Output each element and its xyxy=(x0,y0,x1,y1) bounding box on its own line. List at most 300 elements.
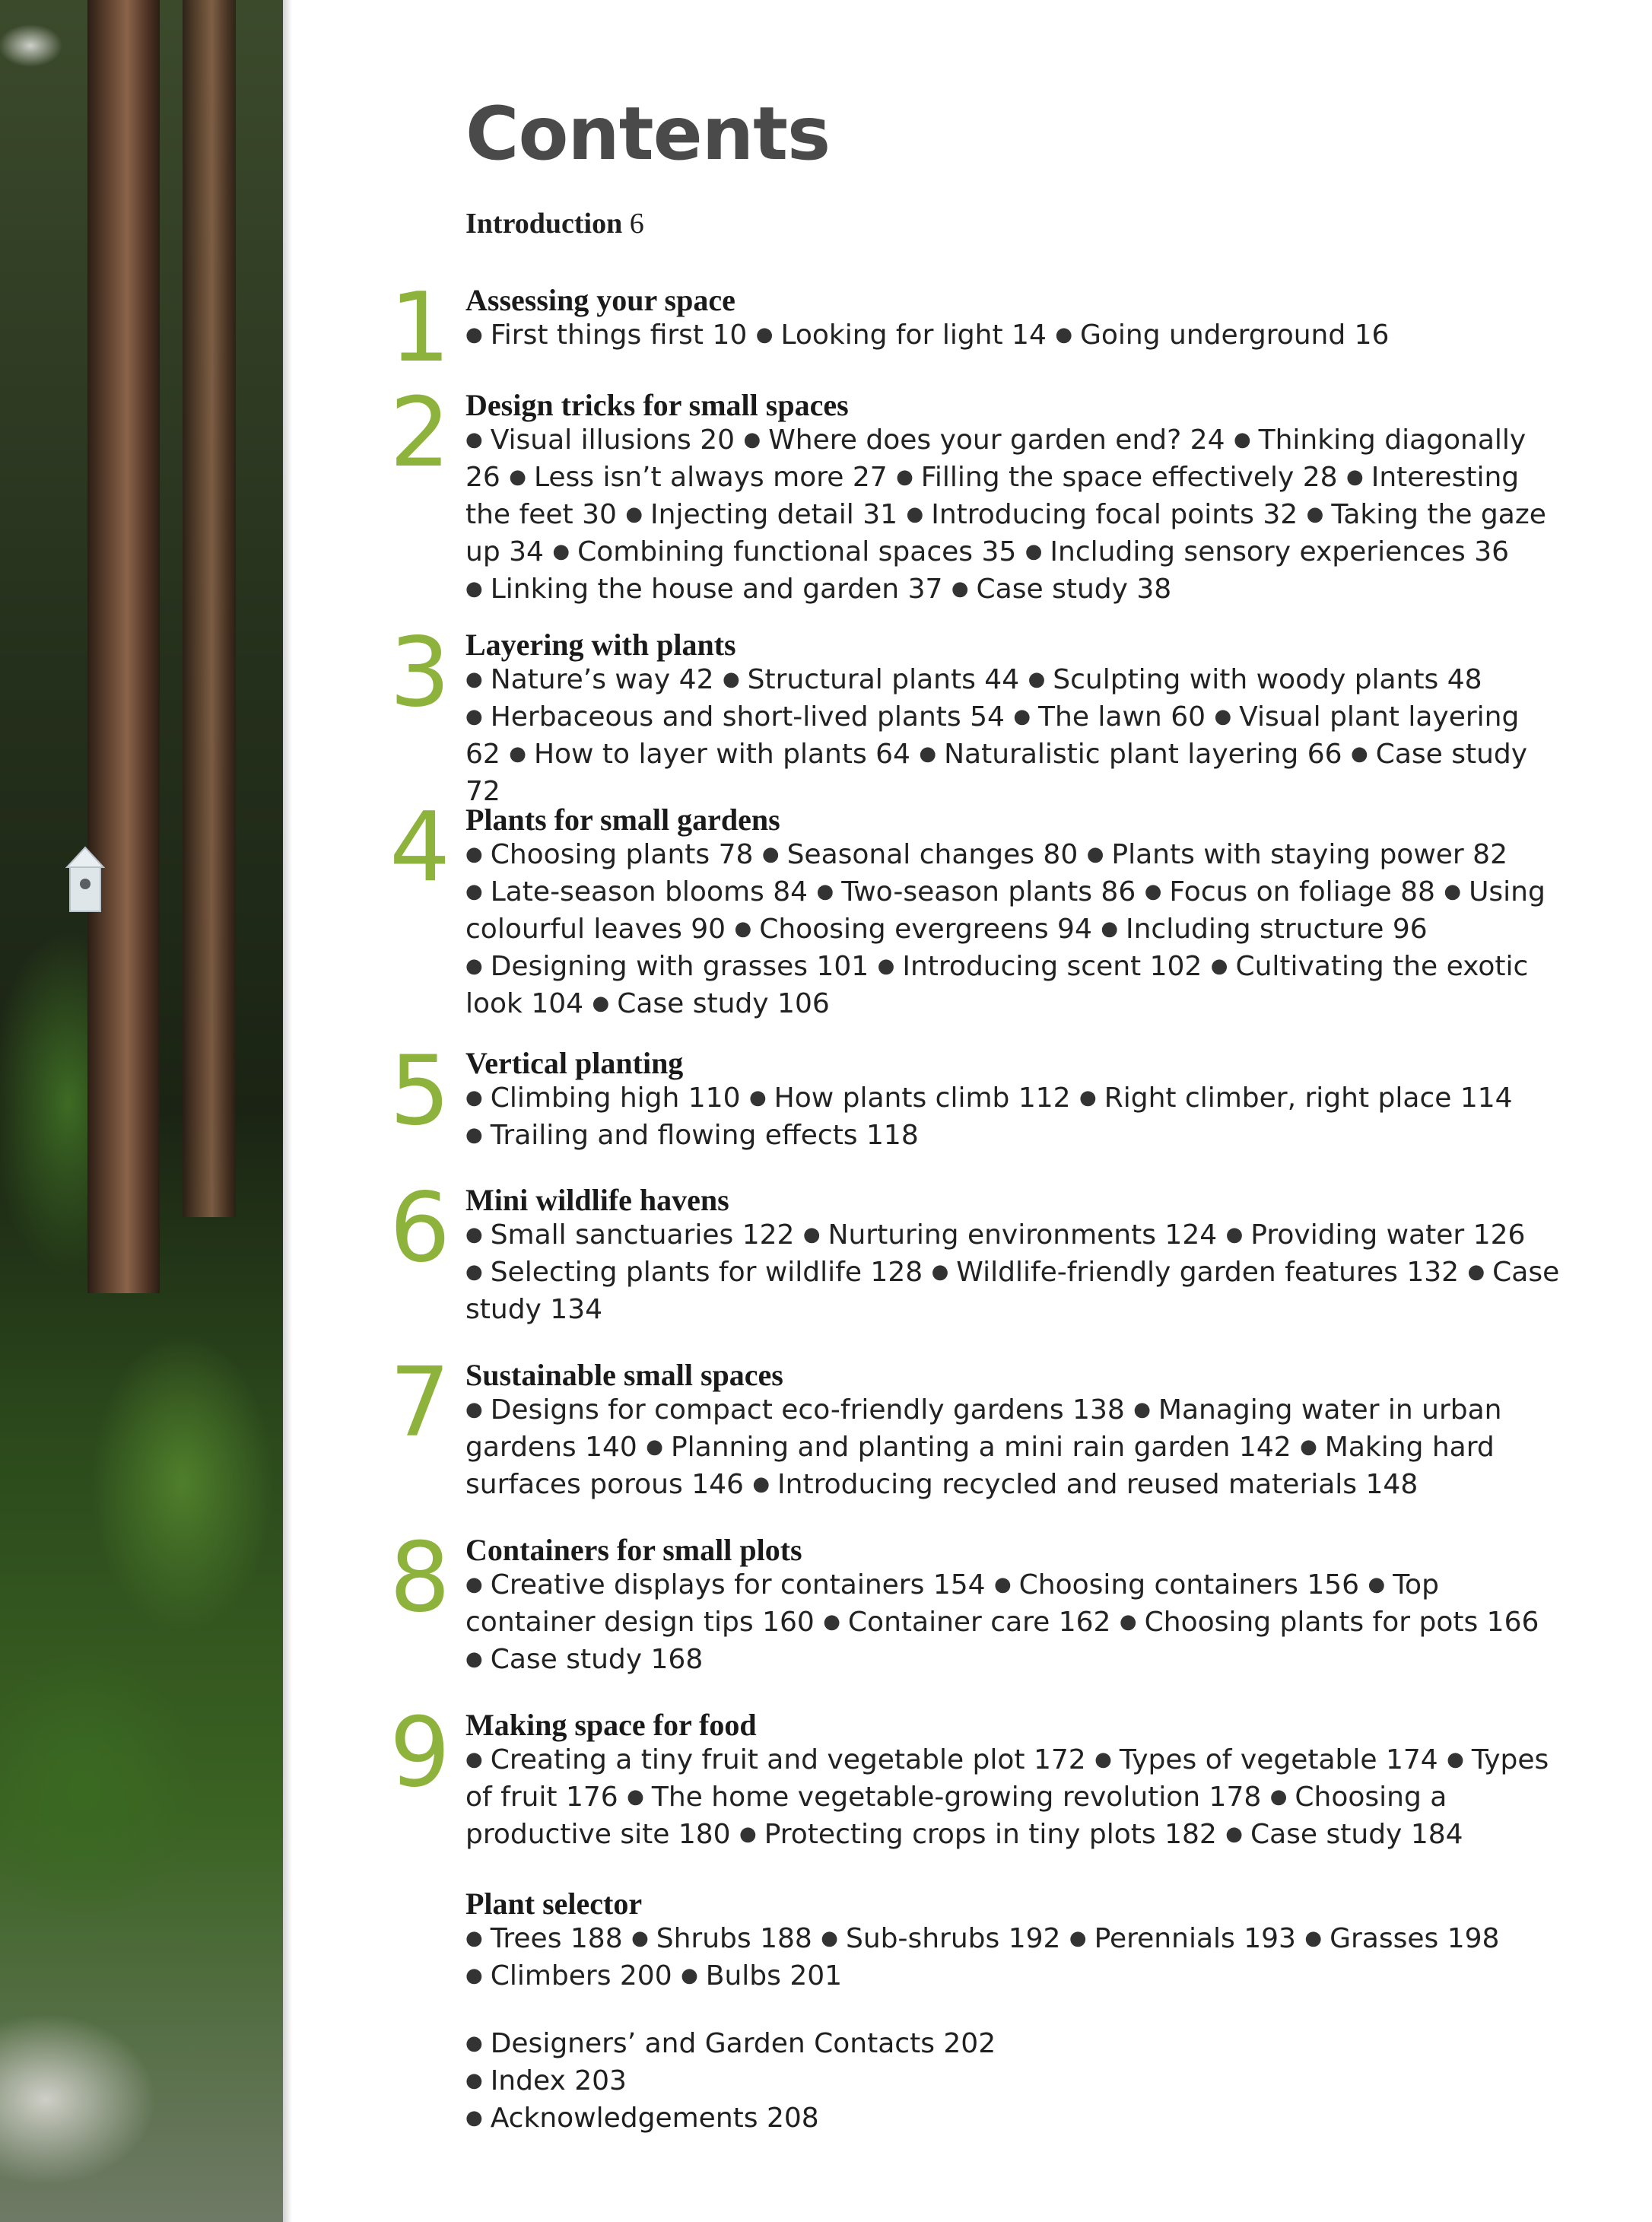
entry-page: 31 xyxy=(863,499,898,530)
entry-label: The lawn xyxy=(1038,701,1171,733)
entry-page: 66 xyxy=(1307,739,1342,770)
bullet-icon: ● xyxy=(465,428,483,451)
entry-page: 202 xyxy=(943,2028,996,2059)
chapter-body xyxy=(465,803,1561,1024)
entry-page: 122 xyxy=(742,1219,795,1251)
toc-entry[interactable] xyxy=(465,1394,1125,1426)
entry-label: Choosing containers xyxy=(1018,1569,1307,1601)
toc-entry[interactable] xyxy=(723,664,1019,695)
entry-label: Grasses xyxy=(1330,1923,1447,1954)
entry-label: Perennials xyxy=(1094,1923,1244,1954)
chapter-body xyxy=(465,1708,1561,1855)
bullet-icon: ● xyxy=(1225,1823,1243,1845)
bullet-icon: ● xyxy=(752,1473,770,1496)
bullet-icon: ● xyxy=(465,880,483,903)
entry-page: 88 xyxy=(1400,876,1435,908)
entry-page: 128 xyxy=(870,1257,923,1288)
toc-entry[interactable] xyxy=(465,839,753,870)
toc-entry[interactable] xyxy=(752,1469,1418,1500)
entry-page: 78 xyxy=(718,839,754,870)
entry-page: 166 xyxy=(1486,1607,1539,1638)
toc-entry[interactable] xyxy=(465,1257,923,1288)
back-matter-entry[interactable] xyxy=(465,2064,996,2101)
bullet-icon: ● xyxy=(1025,540,1043,563)
entry-label: Protecting crops in tiny plots xyxy=(764,1819,1165,1850)
bullet-icon: ● xyxy=(465,2106,483,2129)
toc-entry[interactable] xyxy=(509,462,887,493)
plant-selector-items xyxy=(465,1922,1561,1996)
entry-page: 160 xyxy=(762,1607,815,1638)
entry-label: Wildlife-friendly garden features xyxy=(956,1257,1407,1288)
chapter-body xyxy=(465,628,1561,809)
toc-entry[interactable] xyxy=(749,1082,1071,1114)
entry-page: 126 xyxy=(1473,1219,1526,1251)
entry-page: 138 xyxy=(1072,1394,1125,1426)
entry-label: Late-season blooms xyxy=(490,876,774,908)
entry-page: 60 xyxy=(1171,701,1206,733)
toc-entry[interactable] xyxy=(817,876,1136,908)
toc-entry[interactable] xyxy=(631,1923,812,1954)
entry-label: Types of vegetable xyxy=(1119,1744,1386,1775)
chapter-body xyxy=(465,1533,1561,1680)
chapter-number: 7 xyxy=(389,1346,451,1458)
entry-label: Nurturing environments xyxy=(828,1219,1165,1251)
bullet-icon: ● xyxy=(465,2032,483,2055)
toc-entry[interactable] xyxy=(465,1644,703,1675)
entry-page: 36 xyxy=(1474,536,1510,567)
entry-label: The home vegetable-growing revolution xyxy=(651,1782,1209,1813)
entry-page: 203 xyxy=(574,2065,627,2096)
entry-label: Selecting plants for wildlife xyxy=(490,1257,871,1288)
toc-entry[interactable] xyxy=(1013,701,1206,733)
chapter-number: 1 xyxy=(389,272,451,383)
entry-label: Managing water in urban gardens xyxy=(465,1394,1502,1463)
bullet-icon: ● xyxy=(465,1086,483,1109)
entry-label: Sculpting with woody plants xyxy=(1053,664,1447,695)
chapter-title[interactable]: Vertical planting xyxy=(465,1046,684,1080)
entry-page: 118 xyxy=(866,1120,919,1151)
back-matter-entry[interactable] xyxy=(465,2027,996,2064)
bullet-icon: ● xyxy=(465,1398,483,1421)
bullet-icon: ● xyxy=(465,2069,483,2092)
chapter-number: 4 xyxy=(389,791,451,903)
entry-page: 180 xyxy=(678,1819,731,1850)
bullet-icon: ● xyxy=(552,540,570,563)
bullet-icon: ● xyxy=(1094,1748,1112,1771)
entry-label: Shrubs xyxy=(656,1923,761,1954)
entry-label: Small sanctuaries xyxy=(490,1219,742,1251)
entry-label: Introducing scent xyxy=(902,951,1150,982)
entry-page: 16 xyxy=(1354,319,1390,351)
entry-page: 101 xyxy=(816,951,869,982)
entry-label: Choosing evergreens xyxy=(759,914,1058,945)
entry-label: Acknowledgements xyxy=(490,2103,767,2134)
plant-selector-title: Plant selector xyxy=(465,1887,643,1921)
toc-entry[interactable] xyxy=(821,1923,1060,1954)
entry-label: Climbing high xyxy=(490,1082,688,1114)
bullet-icon: ● xyxy=(821,1927,838,1950)
entry-label: Top container design tips xyxy=(465,1569,1439,1638)
toc-entry[interactable] xyxy=(823,1607,1110,1638)
chapter-items xyxy=(465,1568,1561,1680)
entry-label: Using colourful leaves xyxy=(465,876,1546,945)
entry-page: 42 xyxy=(678,664,714,695)
entry-page: 10 xyxy=(712,319,748,351)
entry-page: 112 xyxy=(1018,1082,1071,1114)
bullet-icon: ● xyxy=(748,1086,767,1109)
chapter-number: 2 xyxy=(389,377,451,488)
entry-page: 142 xyxy=(1238,1432,1291,1463)
toc-entry[interactable] xyxy=(1120,1607,1539,1638)
toc-entry[interactable] xyxy=(465,574,942,605)
toc-entry[interactable] xyxy=(625,499,897,530)
entry-page: 27 xyxy=(852,462,888,493)
entry-page: 26 xyxy=(465,462,500,493)
entry-page: 94 xyxy=(1057,914,1092,945)
bullet-icon: ● xyxy=(1013,705,1031,728)
entry-label: Designs for compact eco-friendly gardens xyxy=(490,1394,1073,1426)
entry-label: Thinking diagonally xyxy=(1258,424,1527,456)
toc-entry[interactable] xyxy=(465,319,747,351)
toc-entry[interactable] xyxy=(465,1120,919,1151)
toc-entry[interactable] xyxy=(1087,839,1507,870)
entry-label: Case study xyxy=(617,988,778,1019)
back-matter-entry[interactable] xyxy=(465,2101,996,2138)
entry-page: 106 xyxy=(777,988,830,1019)
entry-page: 86 xyxy=(1101,876,1136,908)
bullet-icon: ● xyxy=(465,1124,483,1146)
chapter-title[interactable]: Making space for food xyxy=(465,1708,757,1742)
chapter-items xyxy=(465,1743,1561,1855)
bullet-icon: ● xyxy=(1069,1927,1087,1950)
entry-label: Choosing a productive site xyxy=(465,1782,1447,1850)
bullet-icon: ● xyxy=(722,668,740,691)
bullet-icon: ● xyxy=(465,1573,483,1596)
bullet-icon: ● xyxy=(625,503,643,526)
bullet-icon: ● xyxy=(465,323,483,346)
entry-label: Introducing focal points xyxy=(931,499,1263,530)
toc-entry[interactable] xyxy=(552,536,1016,567)
toc-entry[interactable] xyxy=(932,1257,1459,1288)
chapter-items xyxy=(465,1081,1561,1156)
bullet-icon: ● xyxy=(734,917,752,940)
entry-label: Case study xyxy=(1250,1819,1411,1850)
entry-label: Filling the space effectively xyxy=(920,462,1303,493)
entry-page: 188 xyxy=(760,1923,812,1954)
entry-label: Going underground xyxy=(1080,319,1355,351)
toc-entry[interactable] xyxy=(465,1082,741,1114)
toc-entry[interactable] xyxy=(756,319,1047,351)
entry-label: Including structure xyxy=(1126,914,1393,945)
tree-trunk xyxy=(183,0,236,1217)
entry-page: 102 xyxy=(1149,951,1202,982)
bullet-icon: ● xyxy=(681,1964,698,1987)
entry-label: Climbers xyxy=(490,1960,620,1992)
entry-label: Types of fruit xyxy=(465,1744,1549,1813)
chapter-title[interactable]: Layering with plants xyxy=(465,628,736,662)
entry-page: 24 xyxy=(1190,424,1225,456)
entry-page: 172 xyxy=(1034,1744,1086,1775)
entry-label: First things first xyxy=(490,319,713,351)
entry-page: 14 xyxy=(1012,319,1047,351)
entry-label: Right climber, right place xyxy=(1104,1082,1460,1114)
entry-label: Case study xyxy=(1375,739,1528,770)
toc-entry[interactable] xyxy=(1069,1923,1296,1954)
entry-page: 34 xyxy=(509,536,544,567)
bullet-icon: ● xyxy=(1346,466,1364,488)
entry-label: Less isn’t always more xyxy=(533,462,853,493)
bullet-icon: ● xyxy=(1214,705,1232,728)
chapter-number: 5 xyxy=(389,1035,451,1146)
toc-entry[interactable] xyxy=(878,951,1202,982)
entry-page: 90 xyxy=(691,914,726,945)
chapter-title[interactable]: Containers for small plots xyxy=(465,1533,802,1567)
entry-label: Naturalistic plant layering xyxy=(944,739,1307,770)
entry-label: Plants with staying power xyxy=(1111,839,1473,870)
entry-label: Looking for light xyxy=(780,319,1012,351)
entry-label: Case study xyxy=(490,1644,651,1675)
bullet-icon: ● xyxy=(1133,1398,1151,1421)
toc-entry[interactable] xyxy=(994,1569,1359,1601)
toc-entry[interactable] xyxy=(681,1960,842,1992)
toc-entry[interactable] xyxy=(762,839,1078,870)
entry-page: 84 xyxy=(773,876,809,908)
tree-trunk xyxy=(87,0,160,1293)
bullet-icon: ● xyxy=(931,1260,949,1283)
bullet-icon: ● xyxy=(465,577,483,600)
entry-label: Trailing and flowing effects xyxy=(490,1120,867,1151)
entry-page: 168 xyxy=(650,1644,704,1675)
bullet-icon: ● xyxy=(739,1823,757,1845)
bullet-icon: ● xyxy=(743,428,761,451)
bullet-icon: ● xyxy=(465,668,483,691)
chapter-body xyxy=(465,1046,1561,1156)
bullet-icon: ● xyxy=(631,1927,649,1950)
chapter-title[interactable]: Mini wildlife havens xyxy=(465,1183,729,1217)
toc-entry[interactable] xyxy=(1145,876,1435,908)
bullet-icon: ● xyxy=(1368,1573,1386,1596)
entry-label: Cultivating the exotic look xyxy=(465,951,1529,1019)
toc-entry[interactable] xyxy=(592,988,830,1019)
toc-entry[interactable] xyxy=(919,739,1342,770)
entry-label: Herbaceous and short-lived plants xyxy=(490,701,971,733)
entry-label: Injecting detail xyxy=(650,499,863,530)
page-gutter-shadow xyxy=(283,0,292,2222)
bullet-icon: ● xyxy=(1055,323,1072,346)
entry-page: 178 xyxy=(1209,1782,1262,1813)
entry-label: Index xyxy=(490,2065,575,2096)
bullet-icon: ● xyxy=(877,955,895,977)
entry-page: 30 xyxy=(582,499,617,530)
toc-entry[interactable] xyxy=(1079,1082,1513,1114)
toc-entry[interactable] xyxy=(465,1744,1086,1775)
entry-page: 32 xyxy=(1263,499,1298,530)
entry-label: Seasonal changes xyxy=(786,839,1044,870)
bullet-icon: ● xyxy=(592,992,610,1015)
toc-entry[interactable] xyxy=(465,664,713,695)
bullet-icon: ● xyxy=(1444,880,1462,903)
entry-page: 48 xyxy=(1447,664,1482,695)
entry-label: Case study xyxy=(465,1257,1560,1325)
entry-label: Choosing plants xyxy=(490,839,719,870)
entry-page: 20 xyxy=(700,424,735,456)
chapter-body xyxy=(465,1358,1561,1505)
entry-page: 134 xyxy=(550,1294,603,1325)
entry-label: Including sensory experiences xyxy=(1050,536,1475,567)
entry-label: Linking the house and garden xyxy=(490,574,908,605)
bullet-icon: ● xyxy=(823,1610,840,1633)
bullet-icon: ● xyxy=(1225,1223,1244,1246)
entry-page: 146 xyxy=(691,1469,744,1500)
entry-label: Case study xyxy=(976,574,1137,605)
back-matter-list xyxy=(465,2027,996,2138)
bullet-icon: ● xyxy=(465,1648,483,1670)
bullet-icon: ● xyxy=(1086,843,1104,866)
toc-entry[interactable] xyxy=(1028,664,1482,695)
entry-label: Combining functional spaces xyxy=(577,536,982,567)
toc-entry[interactable] xyxy=(1094,1744,1438,1775)
chapter-title[interactable]: Plants for small gardens xyxy=(465,803,780,837)
chapter-body xyxy=(465,283,1561,355)
entry-label: Visual illusions xyxy=(490,424,701,456)
entry-page: 37 xyxy=(907,574,943,605)
toc-entry[interactable] xyxy=(739,1819,1217,1850)
toc-entry[interactable] xyxy=(1225,1819,1463,1850)
bullet-icon: ● xyxy=(509,466,526,488)
bullet-icon: ● xyxy=(1467,1260,1485,1283)
bullet-icon: ● xyxy=(951,577,969,600)
chapter-items xyxy=(465,838,1561,1024)
entry-label: Interesting the feet xyxy=(465,462,1520,530)
bullet-icon: ● xyxy=(465,955,483,977)
entry-page: 208 xyxy=(766,2103,819,2134)
entry-label: Where does your garden end? xyxy=(768,424,1190,456)
chapter-body xyxy=(465,1183,1561,1327)
entry-page: 148 xyxy=(1365,1469,1418,1500)
toc-entry[interactable] xyxy=(465,701,1005,733)
bullet-icon: ● xyxy=(816,880,834,903)
bullet-icon: ● xyxy=(919,742,937,765)
chapter-items xyxy=(465,318,1561,355)
chapter-items xyxy=(465,1218,1561,1327)
toc-entry[interactable] xyxy=(1025,536,1509,567)
bullet-icon: ● xyxy=(1351,742,1368,765)
entry-label: Sub-shrubs xyxy=(845,1923,1009,1954)
toc-entry[interactable] xyxy=(465,876,808,908)
toc-entry[interactable] xyxy=(1226,1219,1526,1251)
chapter-items xyxy=(465,1393,1561,1505)
toc-entry[interactable] xyxy=(951,574,1171,605)
bullet-icon: ● xyxy=(1028,668,1046,691)
bullet-icon: ● xyxy=(627,1785,644,1808)
entry-page: 201 xyxy=(789,1960,843,1992)
bullet-icon: ● xyxy=(1210,955,1228,977)
bullet-icon: ● xyxy=(761,843,780,866)
toc-entry[interactable] xyxy=(735,914,1092,945)
entry-label: Two-season plants xyxy=(841,876,1101,908)
bullet-icon: ● xyxy=(1079,1086,1097,1109)
entry-page: 54 xyxy=(970,701,1005,733)
page-title: Contents xyxy=(465,91,831,176)
entry-page: 193 xyxy=(1244,1923,1296,1954)
entry-page: 200 xyxy=(619,1960,672,1992)
toc-entry[interactable] xyxy=(896,462,1338,493)
entry-label: Container care xyxy=(847,1607,1059,1638)
toc-entry[interactable] xyxy=(1101,914,1427,945)
entry-label: Taking the gaze up xyxy=(465,499,1546,567)
entry-label: Nature’s way xyxy=(490,664,679,695)
toc-entry[interactable] xyxy=(1055,319,1389,351)
entry-label: How plants climb xyxy=(774,1082,1018,1114)
entry-label: Making hard surfaces porous xyxy=(465,1432,1495,1500)
entry-page: 28 xyxy=(1302,462,1338,493)
garden-photo-strip xyxy=(0,0,283,2222)
toc-entry[interactable] xyxy=(803,1219,1217,1251)
bullet-icon: ● xyxy=(509,742,526,765)
entry-page: 64 xyxy=(875,739,910,770)
bullet-icon: ● xyxy=(1101,917,1118,940)
toc-entry[interactable] xyxy=(509,739,910,770)
chapter-items xyxy=(465,663,1561,809)
birdhouse-icon xyxy=(64,844,106,914)
entry-label: Focus on foliage xyxy=(1169,876,1401,908)
entry-page: 96 xyxy=(1392,914,1428,945)
entry-label: Visual plant layering xyxy=(1239,701,1520,733)
bullet-icon: ● xyxy=(906,503,924,526)
toc-entry[interactable] xyxy=(907,499,1298,530)
entry-label: Providing water xyxy=(1250,1219,1473,1251)
toc-entry[interactable] xyxy=(465,424,735,456)
chapter-number: 8 xyxy=(389,1521,451,1633)
introduction-page: 6 xyxy=(629,208,644,240)
entry-page: 154 xyxy=(932,1569,986,1601)
bullet-icon: ● xyxy=(465,705,483,728)
toc-entry[interactable] xyxy=(465,951,869,982)
toc-entry[interactable] xyxy=(465,1960,672,1992)
plant-selector-section xyxy=(465,1887,1561,1996)
entry-label: Creative displays for containers xyxy=(490,1569,933,1601)
bullet-icon: ● xyxy=(755,323,774,346)
bullet-icon: ● xyxy=(465,1927,483,1950)
toc-entry[interactable] xyxy=(646,1432,1291,1463)
bullet-icon: ● xyxy=(993,1573,1012,1596)
chapter-title[interactable]: Sustainable small spaces xyxy=(465,1358,783,1392)
toc-entry[interactable] xyxy=(1304,1923,1499,1954)
bullet-icon: ● xyxy=(465,1964,483,1987)
chapter-title[interactable]: Design tricks for small spaces xyxy=(465,388,849,422)
entry-label: Creating a tiny fruit and vegetable plot xyxy=(490,1744,1034,1775)
bullet-icon: ● xyxy=(1144,880,1162,903)
entry-page: 192 xyxy=(1008,1923,1061,1954)
bullet-icon: ● xyxy=(465,843,483,866)
entry-label: Introducing recycled and reused materials xyxy=(777,1469,1366,1500)
introduction-entry xyxy=(465,207,644,240)
entry-page: 80 xyxy=(1043,839,1079,870)
bullet-icon: ● xyxy=(1306,503,1324,526)
toc-entry[interactable] xyxy=(465,1923,623,1954)
chapter-title[interactable]: Assessing your space xyxy=(465,283,735,317)
toc-entry[interactable] xyxy=(627,1782,1261,1813)
toc-entry[interactable] xyxy=(465,1219,794,1251)
toc-entry[interactable] xyxy=(744,424,1225,456)
entry-page: 176 xyxy=(566,1782,618,1813)
entry-label: Planning and planting a mini rain garden xyxy=(670,1432,1239,1463)
bullet-icon: ● xyxy=(646,1435,663,1458)
toc-entry[interactable] xyxy=(465,1569,986,1601)
entry-page: 62 xyxy=(465,739,500,770)
entry-page: 156 xyxy=(1307,1569,1360,1601)
entry-page: 182 xyxy=(1164,1819,1217,1850)
